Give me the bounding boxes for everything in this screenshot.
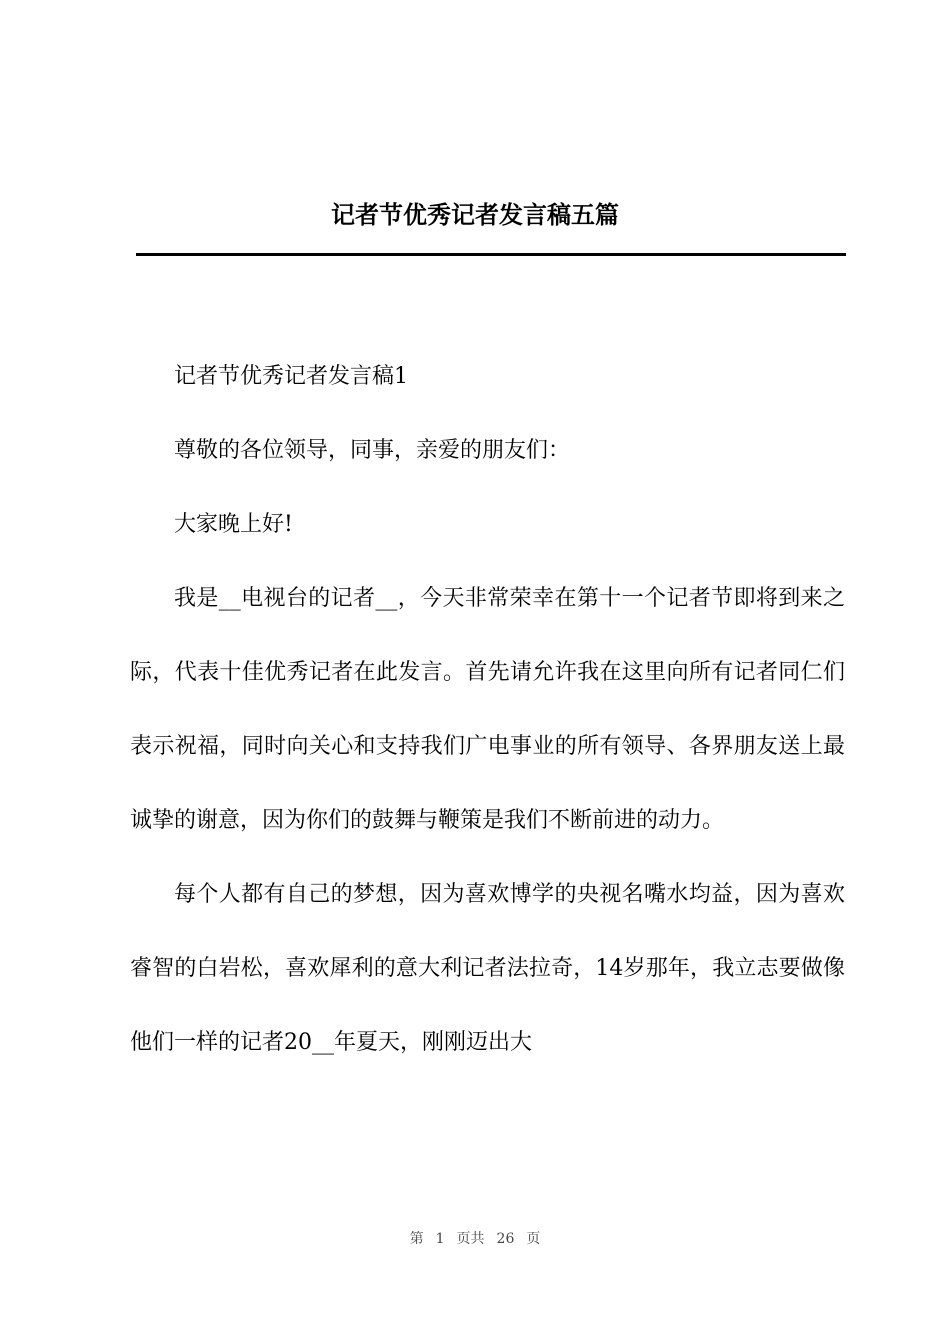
salutation: 尊敬的各位领导，同事，亲爱的朋友们：	[174, 438, 571, 463]
paragraph: 我是__电视台的记者__，今天非常荣幸在第十一个记者节即将到来之际，代表十佳优秀记者在此发言。首先请允许我在这里向所有记者同仁们表示祝福，同时向关心和支持我们广电事业的所有领导、各界朋友送上最诚挚的谢意，因为你们的鼓舞与鞭策是我们不断前进的动力。	[130, 586, 845, 833]
footer-prefix: 第	[409, 1231, 424, 1247]
paragraph: 每个人都有自己的梦想，因为喜欢博学的央视名嘴水均益，因为喜欢睿智的白岩松，喜欢犀利的意大利记者法拉奇，14岁那年，我立志要做像他们一样的记者20__年夏天，刚刚迈出大	[130, 882, 845, 1055]
current-page-number: 1	[435, 1231, 445, 1247]
greeting: 大家晚上好!	[174, 512, 293, 537]
page-footer	[0, 1228, 950, 1248]
section-heading: 记者节优秀记者发言稿1	[174, 364, 408, 389]
footer-middle: 页共	[456, 1231, 485, 1247]
document-body	[130, 340, 845, 1080]
total-pages-number: 26	[496, 1231, 515, 1247]
document-title: 记者节优秀记者发言稿五篇	[331, 200, 619, 229]
title-underline	[136, 253, 846, 256]
footer-suffix: 页	[526, 1231, 541, 1247]
